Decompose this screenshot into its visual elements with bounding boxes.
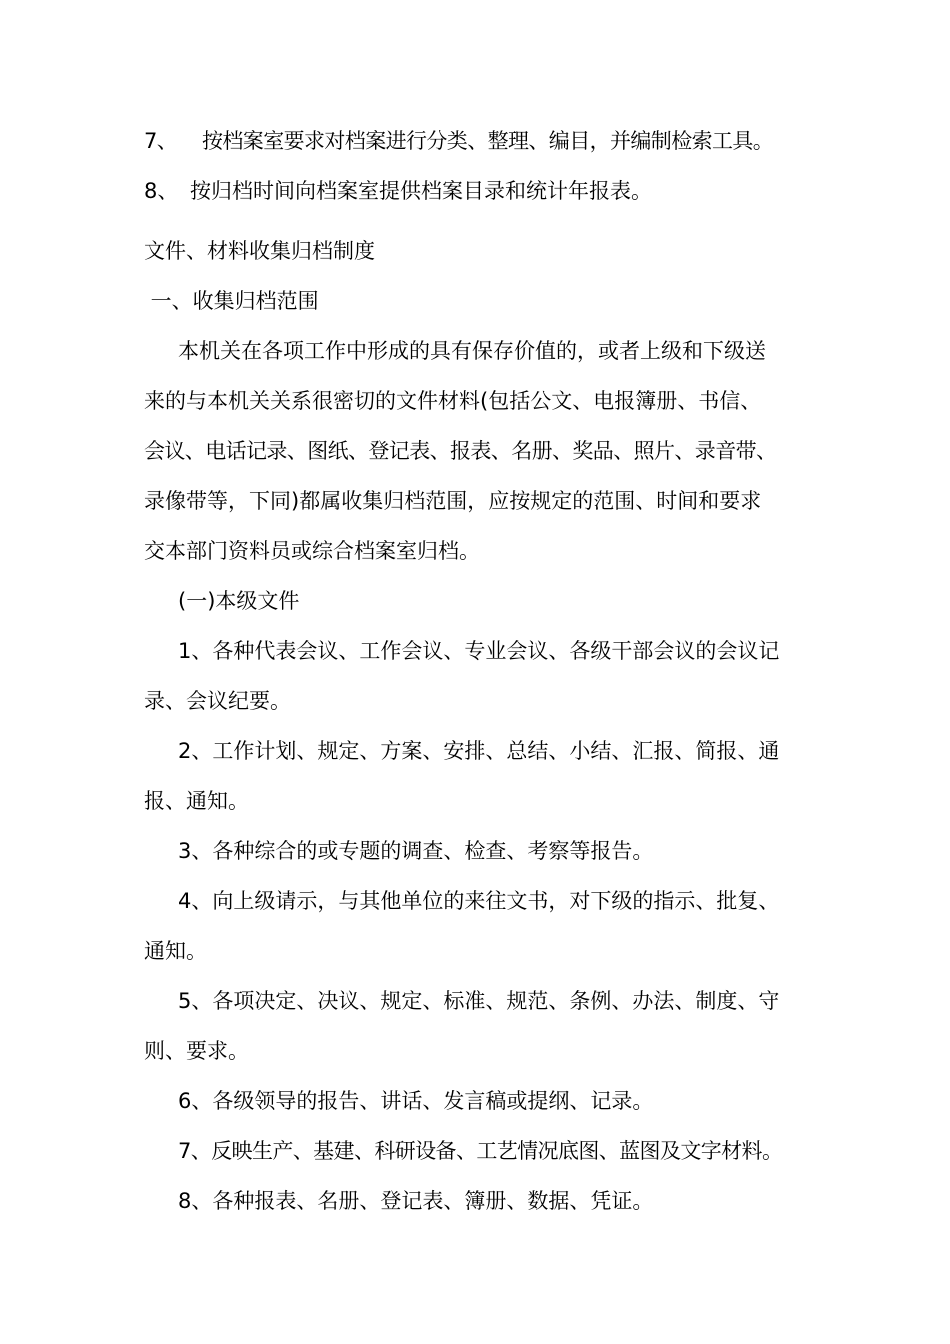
list-item-line: 3、各种综合的或专题的调查、检查、考察等报告。 [178, 839, 654, 863]
section-title: 文件、材料收集归档制度 [144, 239, 375, 263]
list-item-line: 录、会议纪要。 [144, 689, 291, 713]
list-item-7 [144, 126, 814, 156]
list-item-line: 2、工作计划、规定、方案、安排、总结、小结、汇报、简报、通 [178, 739, 780, 763]
list-item-8 [144, 176, 814, 206]
list-item-line: 通知。 [144, 939, 207, 963]
paragraph-line: 交本部门资料员或综合档案室归档。 [144, 539, 480, 563]
list-item-line: 5、各项决定、决议、规定、标准、规范、条例、办法、制度、守 [178, 989, 780, 1013]
item-text: 按档案室要求对档案进行分类、整理、编目，并编制检索工具。 [202, 129, 774, 153]
item-number: 7、 [144, 129, 178, 153]
subheading: (一)本级文件 [178, 589, 300, 613]
list-item-line: 则、要求。 [144, 1039, 249, 1063]
paragraph-line: 录像带等，下同)都属收集归档范围，应按规定的范围、时间和要求 [144, 489, 762, 513]
list-item-line: 报、通知。 [144, 789, 249, 813]
paragraph-line: 会议、电话记录、图纸、登记表、报表、名册、奖品、照片、录音带、 [144, 439, 777, 463]
paragraph-line: 本机关在各项工作中形成的具有保存价值的，或者上级和下级送 [178, 339, 766, 363]
heading-collection-scope: 一、收集归档范围 [144, 289, 319, 313]
paragraph-line: 来的与本机关关系很密切的文件材料(包括公文、电报簿册、书信、 [144, 389, 762, 413]
item-number: 8、 [144, 179, 179, 203]
list-item-line: 6、各级领导的报告、讲话、发言稿或提纲、记录。 [178, 1089, 654, 1113]
item-text: 按归档时间向档案室提供档案目录和统计年报表。 [190, 179, 652, 203]
list-item-line: 4、向上级请示，与其他单位的来往文书，对下级的指示、批复、 [178, 889, 780, 913]
list-item-line: 1、各种代表会议、工作会议、专业会议、各级干部会议的会议记 [178, 639, 780, 663]
list-item-line: 8、各种报表、名册、登记表、簿册、数据、凭证。 [178, 1189, 654, 1213]
list-item-line: 7、反映生产、基建、科研设备、工艺情况底图、蓝图及文字材料。 [178, 1139, 783, 1163]
